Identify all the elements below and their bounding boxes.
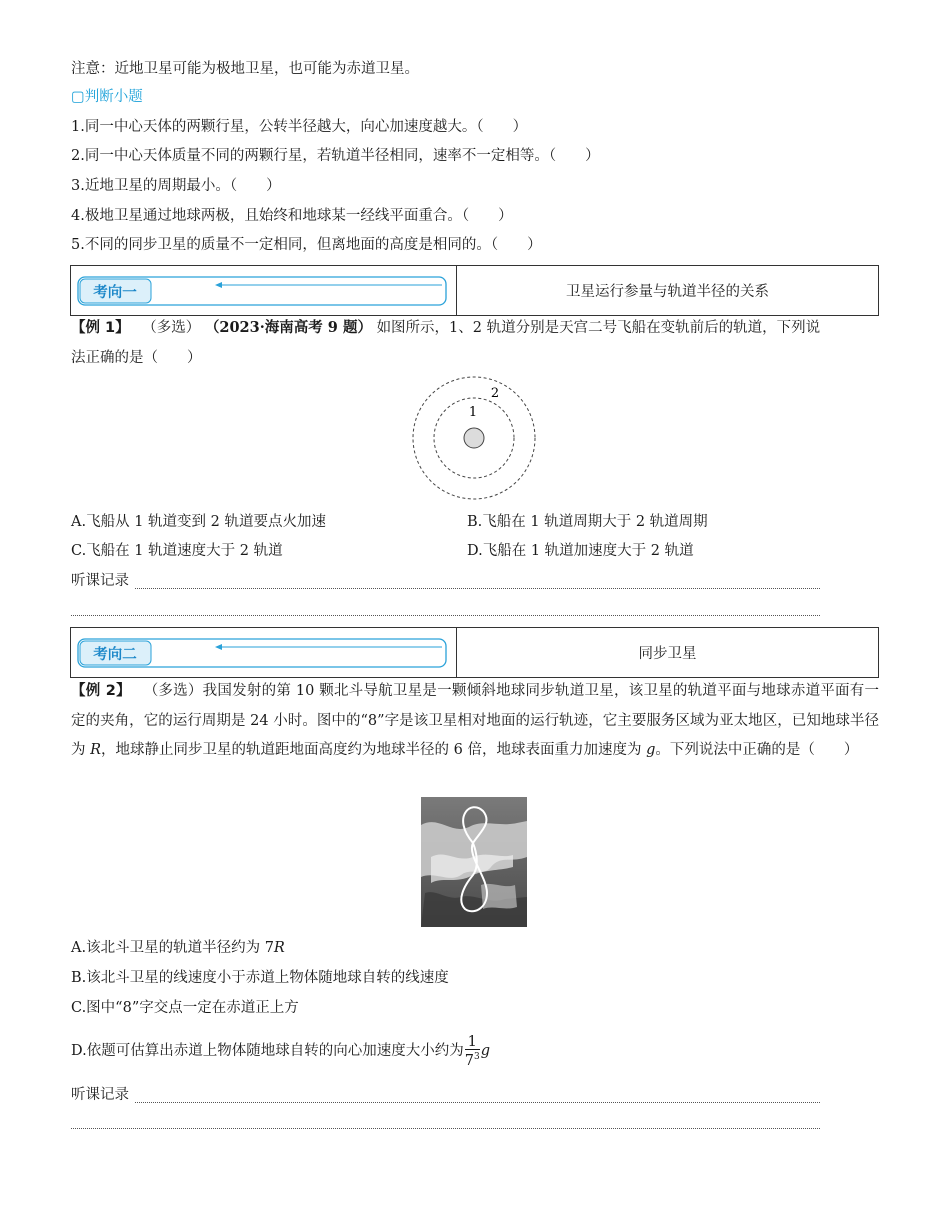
section-header-1 xyxy=(70,265,879,316)
section-badge-1: 考向一 xyxy=(93,285,137,301)
quiz-title: ▢判断小题 xyxy=(71,89,143,105)
section-badge-2: 考向二 xyxy=(93,647,137,663)
example2-text xyxy=(71,677,879,766)
quiz-item-4: 4.极地卫星通过地球两极，且始终和地球某一经线平面重合。（ ） xyxy=(71,208,513,224)
example2-line3b: ，地球静止同步卫星的轨道距地面高度约为地球半径的 6 倍，地球表面重力加速度 xyxy=(101,742,627,758)
orbit-diagram xyxy=(405,372,545,506)
example2-line3a: 亚太地区，已知地球半径为 xyxy=(71,712,879,758)
fraction-exponent: 3 xyxy=(473,1051,480,1062)
quiz-item-1: 1.同一中心天体的两颗行星，公转半径越大，向心加速度越大。（ ） xyxy=(71,119,528,135)
record-line-2b[interactable] xyxy=(71,1128,820,1129)
example1-option-b: B.飞船在 1 轨道周期大于 2 轨道周期 xyxy=(467,514,708,530)
example2-option-a-r: R xyxy=(273,940,285,956)
earth-circle xyxy=(464,428,484,448)
example1-option-d: D.飞船在 1 轨道加速度大于 2 轨道 xyxy=(467,543,694,559)
section-badge-banner xyxy=(77,275,447,307)
example2-option-d-text: D.依题可估算出赤道上物体随地球自转的向心加速度大小约为 xyxy=(71,1043,464,1059)
example2-option-a-text: A.该北斗卫星的轨道半径约为 7 xyxy=(71,940,274,956)
example2-option-c: C.图中“8”字交点一定在赤道正上方 xyxy=(71,1000,299,1016)
example1-text-1: 如图所示，1、2 轨道分别是天宫二号飞船在变轨前后的轨道，下列说 xyxy=(376,320,821,336)
section-badge-banner-2 xyxy=(77,637,447,669)
note-text: 注意：近地卫星可能为极地卫星，也可能为赤道卫星。 xyxy=(71,61,419,77)
example1-label: 【例 1】 xyxy=(71,320,130,336)
quiz-item-5: 5.不同的同步卫星的质量不一定相同，但离地面的高度是相同的。（ ） xyxy=(71,237,542,253)
orbit-label-2: 2 xyxy=(490,386,500,401)
example2-label: 【例 2】 xyxy=(71,683,131,699)
example2-line4a: 为 xyxy=(626,742,647,758)
example2-radius-symbol: R xyxy=(90,742,102,758)
record-line-1a[interactable] xyxy=(135,588,820,589)
section-title-2: 同步卫星 xyxy=(638,646,697,662)
quiz-item-2: 2.同一中心天体质量不同的两颗行星，若轨道半径相同，速率不一定相等。（ ） xyxy=(71,148,600,164)
example2-option-a xyxy=(71,938,285,958)
record-label-1: 听课记录 xyxy=(71,573,129,589)
example2-gravity-symbol: g xyxy=(646,742,656,758)
example1-option-c: C.飞船在 1 轨道速度大于 2 轨道 xyxy=(71,543,283,559)
example1-tag: （多选） xyxy=(142,320,201,336)
ground-track-image xyxy=(421,797,527,927)
example1-source: （2023·海南高考 9 题） xyxy=(204,319,372,336)
quiz-item-3: 3.近地卫星的周期最小。（ ） xyxy=(71,178,281,194)
section-header-2 xyxy=(70,627,879,678)
example2-line1: 我国发射的第 10 颗北斗导航卫星是一颗倾斜地球同步轨道卫星，该卫星的轨道平面与地球赤 xyxy=(202,683,806,699)
fraction-denominator: 7 xyxy=(464,1052,474,1069)
example2-option-d-g: g xyxy=(480,1043,490,1059)
fraction-numerator: 1 xyxy=(465,1035,480,1050)
record-line-1b[interactable] xyxy=(71,615,820,616)
example2-line4b: 。下列说法中正确的是（ ） xyxy=(655,742,859,758)
example1-option-a: A.飞船从 1 轨道变到 2 轨道要点火加速 xyxy=(71,514,326,530)
record-label-2: 听课记录 xyxy=(71,1087,129,1103)
orbit-label-1: 1 xyxy=(468,405,478,420)
example2-line2: 道平面有一定的夹角，它的运行周期是 24 小时。图中的“8”字是该卫星相对地面的运行轨迹，它主要服务区域为 xyxy=(71,683,880,729)
example2-option-d-fraction xyxy=(465,1035,480,1068)
section-title-1: 卫星运行参量与轨道半径的关系 xyxy=(566,284,769,300)
record-line-2a[interactable] xyxy=(135,1102,820,1103)
example1-text-2: 法正确的是（ ） xyxy=(71,350,202,366)
example2-tag: （多选） xyxy=(143,683,203,699)
example2-option-b: B.该北斗卫星的线速度小于赤道上物体随地球自转的线速度 xyxy=(71,970,449,986)
example2-option-d xyxy=(71,1028,490,1074)
